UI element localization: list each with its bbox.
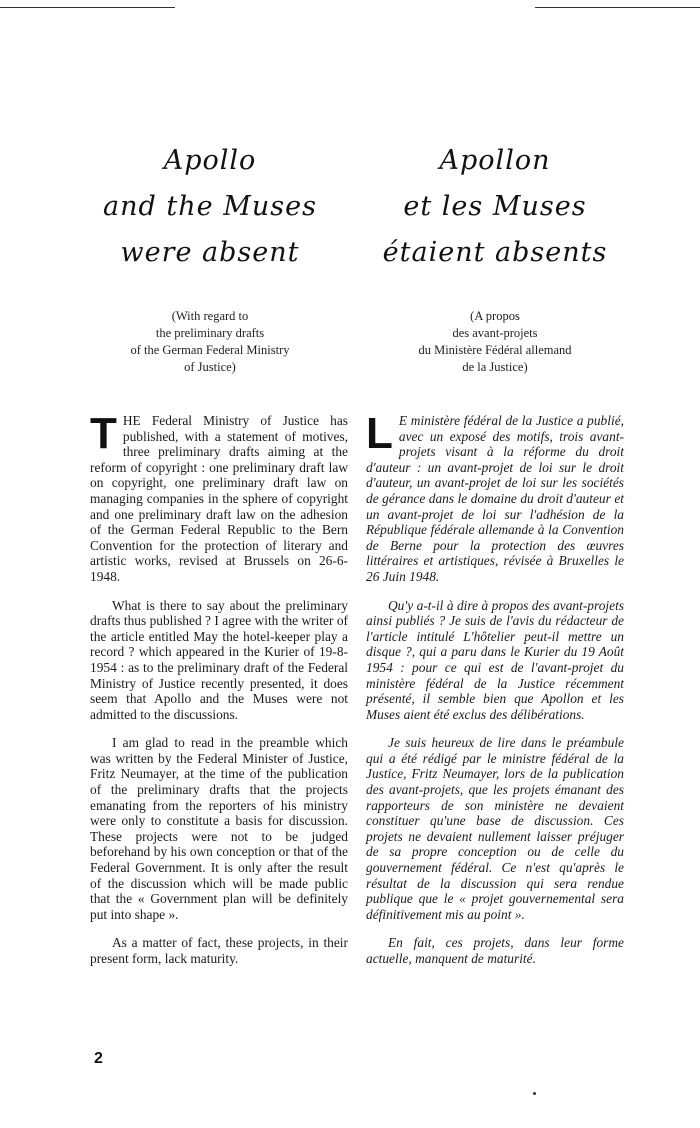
french-dropcap: L — [366, 409, 393, 458]
french-subtitle — [380, 308, 610, 376]
french-subtitle-line-2: des avant-projets — [452, 326, 538, 340]
english-paragraph-2: What is there to say about the preliminary drafts thus published ? I agree with the writer of the article entitled May the hotel-keeper play a record ? which appeared in the Kurier of 19-8-1954 : as to the preliminary draft of the Federal Ministry of Justice recently presented, it does seem that Apollo and the Muses were not admitted to the discussions. — [90, 597, 348, 722]
french-column — [366, 409, 624, 980]
french-paragraph-1 — [366, 409, 624, 585]
english-paragraph-1 — [90, 409, 348, 585]
english-subtitle-line-3: of the German Federal Ministry — [130, 343, 290, 357]
french-subtitle-line-3: du Ministère Fédéral allemand — [418, 343, 572, 357]
french-paragraph-1-text: E ministère fédéral de la Justice a publié, avec un exposé des motifs, trois avant-projets visant à la réforme du droit d'auteur : un avant-projet de loi sur le droit d'auteur, un avant-projet de loi sur les sociétés de gérance dans le domaine du droit d'auteur et un avant-projet de loi sur l'adhésion de la République fédérale allemande à la Convention de Berne pour la protection des œuvres littéraires et artistiques, révisée à Bruxelles le 26 Juin 1948. — [366, 413, 624, 584]
english-paragraph-1-text: HE Federal Ministry of Justice has published, with a statement of motives, three preliminary drafts aiming at the reform of copyright : one preliminary draft law on copyright, one preliminary draft law on managing companies in the sphere of copyright and one preliminary draft law on the adhesion of the German Federal Republic to the Bern Convention for the protection of literary and artistic works, revised at Brussels on 26-6-1948. — [90, 413, 348, 584]
french-paragraph-3: Je suis heureux de lire dans le préambule qui a été rédigé par le ministre fédéral de la Justice, Fritz Neumayer, lors de la publication des avant-projets, que les projets émanant des rapporteurs de son ministère ne devaient constituer qu'une base de discussion. Ces projets ne devaient nullement laisser préjuger de sa propre conception ou de celle du gouvernement fédéral. Ce n'est qu'après le résultat de la discussion qui sera rendue publique que le « projet gouvernemental sera définitivement mis au point ». — [366, 735, 624, 922]
english-title-line-1: Apollo — [163, 145, 257, 176]
french-paragraph-4: En fait, ces projets, dans leur forme actuelle, manquent de maturité. — [366, 935, 624, 966]
english-column — [90, 409, 348, 980]
english-title-line-3: were absent — [120, 237, 300, 268]
english-subtitle — [100, 308, 320, 376]
english-subtitle-line-1: (With regard to — [171, 309, 249, 323]
english-paragraph-4: As a matter of fact, these projects, in their present form, lack maturity. — [90, 935, 348, 966]
french-title-line-1: Apollon — [439, 145, 551, 176]
french-title-line-2: et les Muses — [403, 191, 587, 222]
top-rule-left — [0, 7, 175, 8]
english-paragraph-3: I am glad to read in the preamble which was written by the Federal Minister of Justice, Fritz Neumayer, at the time of the publication of the preliminary drafts that the projects emanating from the reporters of his ministry were only to constitute a basis for discussion. These projects were not to be judged beforehand by his own conception or that of the Federal Government. It is only after the result of the discussion which will be made public that the « Government plan will be definitely put into shape ». — [90, 735, 348, 922]
page-number: 2 — [94, 1050, 103, 1067]
english-subtitle-line-2: the preliminary drafts — [155, 326, 265, 340]
top-rule-right — [535, 7, 700, 8]
french-title — [380, 138, 610, 276]
english-subtitle-line-4: of Justice) — [184, 360, 236, 374]
english-title-line-2: and the Muses — [103, 191, 317, 222]
french-subtitle-line-4: de la Justice) — [462, 360, 528, 374]
french-subtitle-line-1: (A propos — [470, 309, 520, 323]
french-paragraph-2: Qu'y a-t-il à dire à propos des avant-projets ainsi publiés ? Je suis de l'avis du rédacteur de l'article intitulé L'hôtelier peut-il mettre un disque ?, qui a paru dans le Kurier du 19 Août 1954 : pour ce qui est de l'avant-projet du ministère fédéral de la Justice récemment présenté, il semble bien que Apollon et les Muses aient été exclus des délibérations. — [366, 597, 624, 722]
english-title — [100, 138, 320, 276]
print-mark — [533, 1092, 536, 1095]
english-dropcap: T — [90, 409, 117, 458]
french-title-line-3: étaient absents — [382, 237, 608, 268]
